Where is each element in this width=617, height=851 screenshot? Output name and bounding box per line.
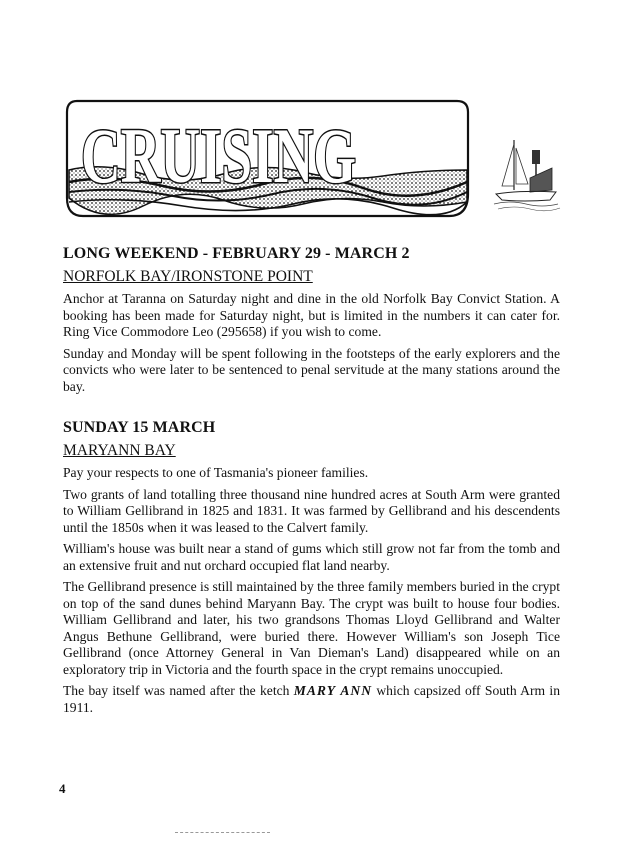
banner-title: CRUISING <box>81 112 356 199</box>
section-2-last-paragraph <box>63 683 560 716</box>
footer-rule <box>175 832 270 833</box>
section-2-paragraph: Pay your respects to one of Tasmania's pioneer families. <box>63 465 369 480</box>
section-1-location: NORFOLK BAY/IRONSTONE POINT <box>63 268 313 285</box>
section-2-heading: SUNDAY 15 MARCH <box>63 419 216 436</box>
article-body <box>63 243 560 721</box>
section-2-location: MARYANN BAY <box>63 442 176 459</box>
ship-illustration <box>490 130 562 212</box>
page-number: 4 <box>59 781 66 796</box>
last-paragraph-text-after: which capsized off South Arm in 1911. <box>63 683 560 715</box>
section-2-paragraph: William's house was built near a stand of gums which still grow not far from the tomb and an extensive fruit and nut orchard occupied flat land nearby. <box>63 541 560 573</box>
ketch-name: MARY ANN <box>293 683 373 698</box>
last-paragraph-text-before: The bay itself was named after the ketch <box>63 683 294 698</box>
cruising-banner <box>63 98 471 221</box>
section-1-heading: LONG WEEKEND - FEBRUARY 29 - MARCH 2 <box>63 245 410 262</box>
section-2-paragraph: The Gellibrand presence is still maintained by the three family members buried in the crypt on top of the sand dunes behind Maryann Bay. The crypt was built to house four bodies. William Gellibrand and later, his two grandsons Thomas Lloyd Gellibrand and Walter Angus Bethune Gellibrand, were buried there. However William's son Joseph Tice Gellibrand (once Attorney General in Van Dieman's Land) disappeared while on an exploratory trip in Victoria and the fourth space in the crypt remains unoccupied. <box>63 579 560 677</box>
section-2-paragraph: Two grants of land totalling three thousand nine hundred acres at South Arm were granted to William Gellibrand in 1825 and 1831. It was farmed by Gellibrand and his descendents until the 1850s when it was leased to the Calvert family. <box>63 486 560 535</box>
section-1-paragraph: Anchor at Taranna on Saturday night and dine in the old Norfolk Bay Convict Station. A booking has been made for Saturday night, but is limited in the numbers it can cater for. Ring Vice Commodore Leo (295658) if you wish to come. <box>63 291 560 339</box>
section-1-paragraph: Sunday and Monday will be spent following in the footsteps of the early explorers and the convicts who were later to be sentenced to penal servitude at the many stations around the bay. <box>63 345 560 394</box>
